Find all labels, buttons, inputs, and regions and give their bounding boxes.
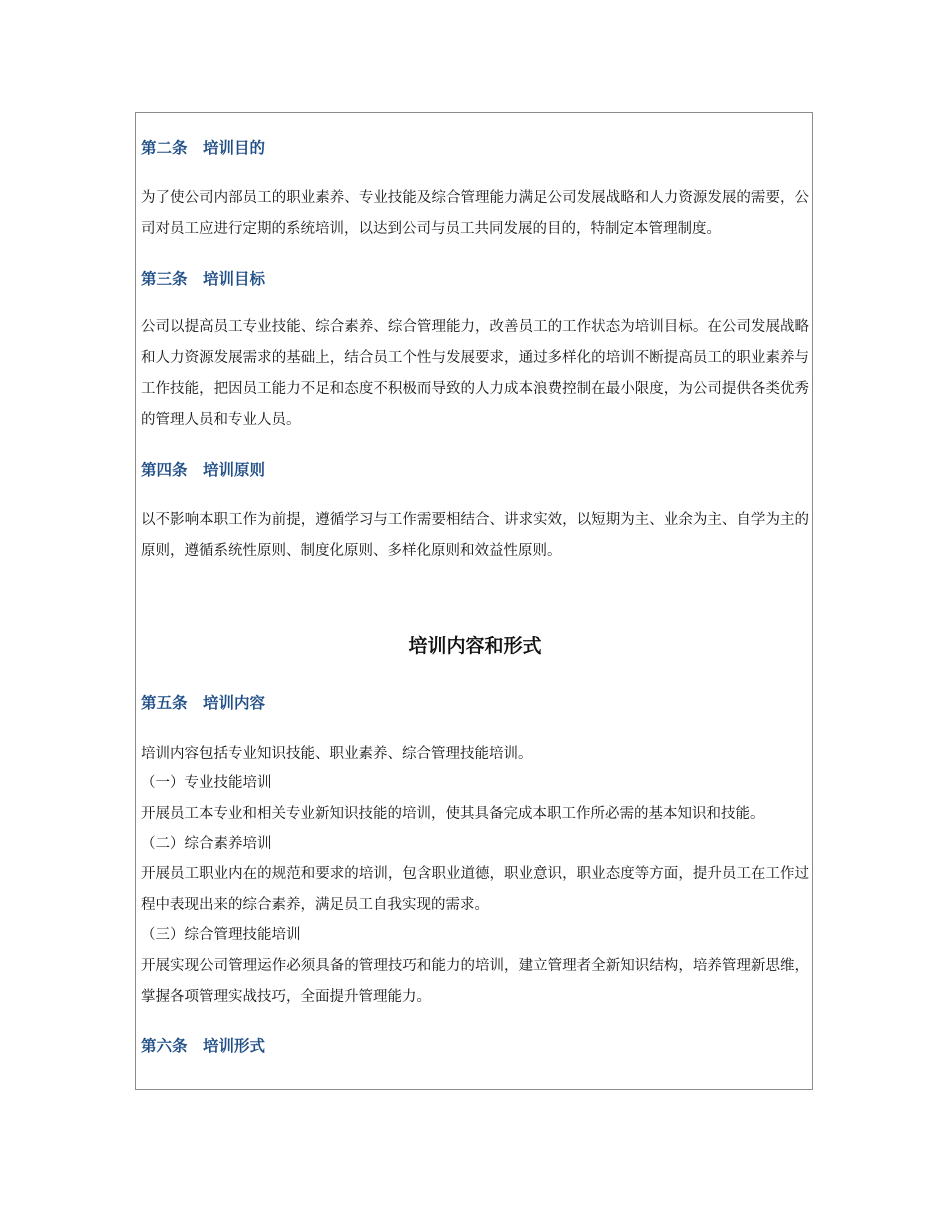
article-3-heading: 第三条 培训目标 xyxy=(141,270,266,288)
document-frame xyxy=(135,112,813,1090)
article-5-intro: 培训内容包括专业知识技能、职业素养、综合管理技能培训。 xyxy=(141,746,533,762)
item-2-body: 开展员工职业内在的规范和要求的培训，包含职业道德，职业意识，职业态度等方面，提升员工在工作过程中表现出来的综合素养，满足员工自我实现的需求。 xyxy=(141,866,809,913)
article-4-body: 以不影响本职工作为前提，遵循学习与工作需要相结合、讲求实效，以短期为主、业余为主、自学为主的原则，遵循系统性原则、制度化原则、多样化原则和效益性原则。 xyxy=(141,512,809,559)
article-6-heading: 第六条 培训形式 xyxy=(141,1037,266,1055)
item-2-title: （二）综合素养培训 xyxy=(141,836,272,852)
article-3-body: 公司以提高员工专业技能、综合素养、综合管理能力，改善员工的工作状态为培训目标。在公司发展战略和人力资源发展需求的基础上，结合员工个性与发展要求，通过多样化的培训不断提高员工的职业素养与工作技能，把因员工能力不足和态度不积极而导致的人力成本浪费控制在最小限度，为公司提供各类优秀的管理人员和专业人员。 xyxy=(141,319,809,428)
article-2-body: 为了使公司内部员工的职业素养、专业技能及综合管理能力满足公司发展战略和人力资源发展的需要，公司对员工应进行定期的系统培训，以达到公司与员工共同发展的目的，特制定本管理制度。 xyxy=(141,190,809,237)
section-title: 培训内容和形式 xyxy=(408,635,542,657)
item-3-title: （三）综合管理技能培训 xyxy=(141,927,301,943)
item-1-body: 开展员工本专业和相关专业新知识技能的培训，使其具备完成本职工作所必需的基本知识和技能。 xyxy=(141,806,765,822)
article-5-heading: 第五条 培训内容 xyxy=(141,694,266,712)
item-1-title: （一）专业技能培训 xyxy=(141,775,272,791)
article-4-heading: 第四条 培训原则 xyxy=(141,461,266,479)
item-3-body: 开展实现公司管理运作必须具备的管理技巧和能力的培训，建立管理者全新知识结构，培养管理新思维，掌握各项管理实战技巧，全面提升管理能力。 xyxy=(141,958,809,1005)
article-2-heading: 第二条 培训目的 xyxy=(141,139,266,157)
